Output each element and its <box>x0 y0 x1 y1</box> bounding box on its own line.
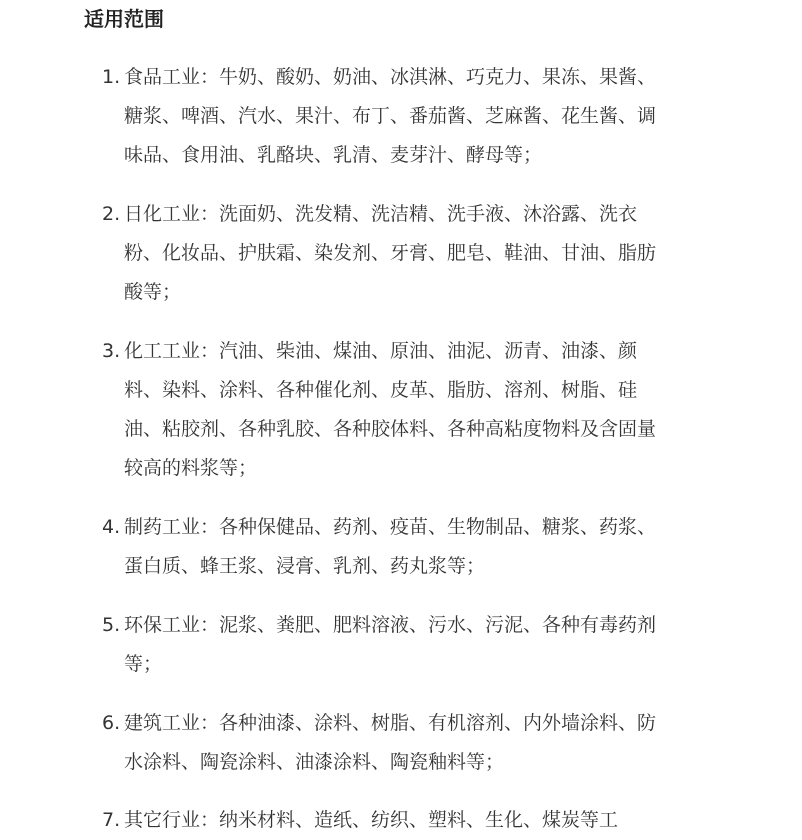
list-item-text: 化工工业：汽油、柴油、煤油、原油、油泥、沥青、油漆、颜料、染料、涂料、各种催化剂、皮革、脂肪、溶剂、树脂、硅油、粘胶剂、各种乳胶、各种胶体料、各种高粘度物料及含固量较高的料浆等； <box>124 340 657 479</box>
list-item-number: 6. <box>102 712 121 734</box>
list-item-number: 3. <box>102 340 121 362</box>
list-item-text: 建筑工业：各种油漆、涂料、树脂、有机溶剂、内外墙涂料、防水涂料、陶瓷涂料、油漆涂料、陶瓷釉料等； <box>124 712 657 773</box>
list-item <box>102 58 662 175</box>
list-item-text: 环保工业：泥浆、粪肥、肥料溶液、污水、污泥、各种有毒药剂等； <box>124 614 657 675</box>
list-item-number: 4. <box>102 516 121 538</box>
list-item <box>102 195 662 312</box>
section-heading: 适用范围 <box>84 7 164 31</box>
list-item-number: 7. <box>102 809 121 831</box>
list-item-number: 2. <box>102 203 121 225</box>
list-item <box>102 508 662 586</box>
list-item <box>102 704 662 782</box>
list-item <box>102 332 662 488</box>
list-item-text: 其它行业：纳米材料、造纸、纺织、塑料、生化、煤炭等工 <box>124 809 619 831</box>
list-item <box>102 606 662 684</box>
list-item-number: 5. <box>102 614 121 636</box>
list-item-text: 食品工业：牛奶、酸奶、奶油、冰淇淋、巧克力、果冻、果酱、糖浆、啤酒、汽水、果汁、布丁、番茄酱、芝麻酱、花生酱、调味品、食用油、乳酪块、乳清、麦芽汁、酵母等； <box>124 66 657 166</box>
list-item-number: 1. <box>102 66 121 88</box>
list-item <box>102 801 662 840</box>
list-item-text: 制药工业：各种保健品、药剂、疫苗、生物制品、糖浆、药浆、蛋白质、蜂王浆、浸膏、乳剂、药丸浆等； <box>124 516 657 577</box>
list-item-text: 日化工业：洗面奶、洗发精、洗洁精、洗手液、沐浴露、洗衣粉、化妆品、护肤霜、染发剂、牙膏、肥皂、鞋油、甘油、脂肪酸等； <box>124 203 657 303</box>
